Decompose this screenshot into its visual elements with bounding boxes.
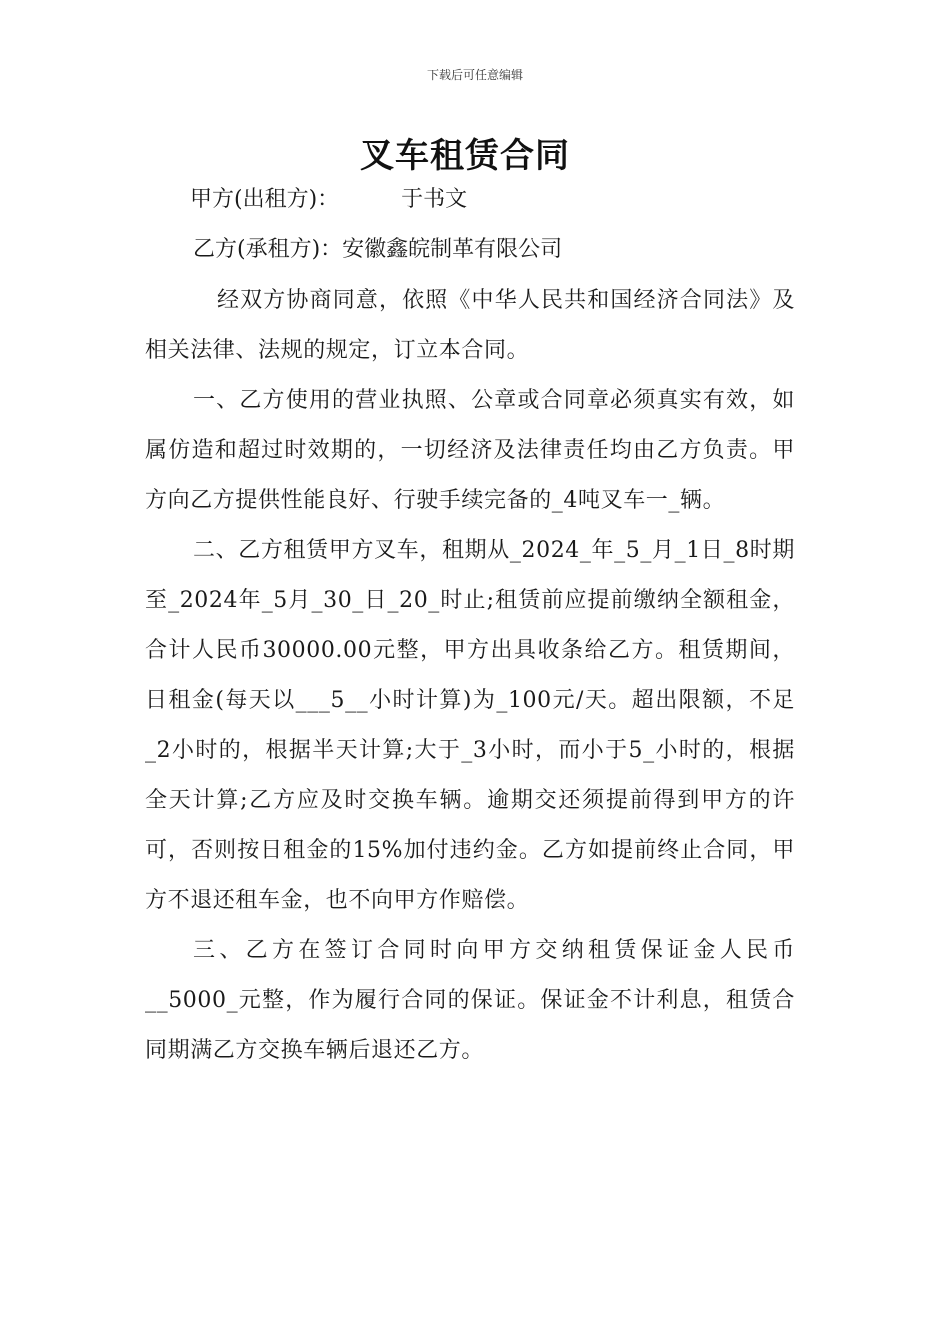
party-b-label: 乙方(承租方)： <box>193 237 343 262</box>
header-note: 下载后可任意编辑 <box>426 68 523 82</box>
party-a-label: 甲方(出租方)： <box>190 187 340 212</box>
clause-two-paragraph: 二、乙方租赁甲方叉车，租期从_2024_年_5_月_1日_8时期至_2024年_5月_30_日_20_时止;租赁前应提前缴纳全额租金，合计人民币30000.00元整，甲方出具收条给乙方。租赁期间，日租金(每天以___5__小时计算)为_100元/天。超出限额，不足_2小时的，根据半天计算;大于_3小时，而小于5_小时的，根据全天计算;乙方应及时交换车辆。逾期交还须提前得到甲方的许可，否则按日租金的15%加付违约金。乙方如提前终止合同，甲方不退还租车金，也不向甲方作赔偿。 <box>145 538 795 913</box>
party-b-line <box>193 235 562 265</box>
party-b-name: 安徽鑫皖制革有限公司 <box>342 237 563 262</box>
clause-one-paragraph: 一、乙方使用的营业执照、公章或合同章必须真实有效，如属仿造和超过时效期的，一切经济及法律责任均由乙方负责。甲方向乙方提供性能良好、行驶手续完备的_4吨叉车一_辆。 <box>145 388 795 513</box>
document-title: 叉车租赁合同 <box>360 136 570 176</box>
contract-body <box>145 276 795 1076</box>
clause-three-paragraph: 三、乙方在签订合同时向甲方交纳租赁保证金人民币__5000_元整，作为履行合同的保证。保证金不计利息，租赁合同期满乙方交换车辆后退还乙方。 <box>145 938 795 1063</box>
preamble-paragraph: 经双方协商同意，依照《中华人民共和国经济合同法》及相关法律、法规的规定，订立本合同。 <box>145 288 795 363</box>
party-a-name: 于书文 <box>401 187 468 212</box>
party-a-line <box>190 185 467 215</box>
